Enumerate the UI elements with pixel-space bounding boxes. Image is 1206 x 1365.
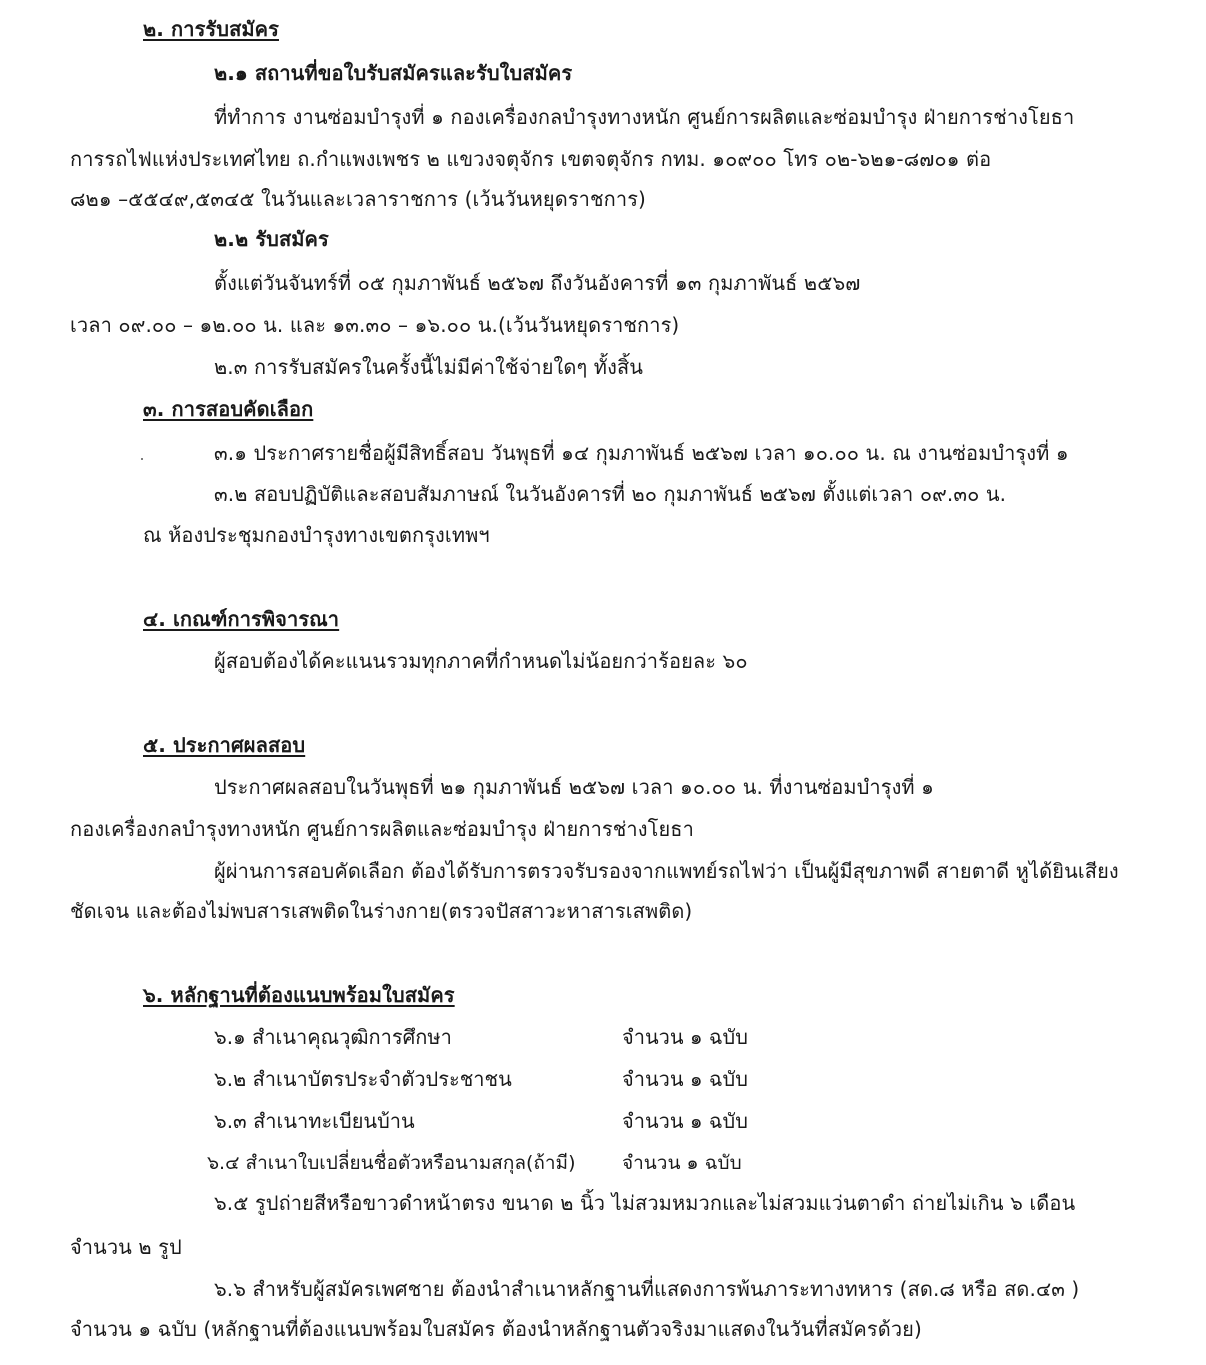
section-2-2-heading: ๒.๒ รับสมัคร [214, 227, 329, 251]
section-6-5-line-2: จำนวน ๒ รูป [70, 1235, 182, 1259]
section-2-3-line: ๒.๓ การรับสมัครในครั้งนี้ไม่มีค่าใช้จ่ายใดๆ ทั้งสิ้น [214, 355, 644, 379]
document-item-amount: จำนวน ๑ ฉบับ [622, 1109, 748, 1133]
section-3-heading: ๓. การสอบคัดเลือก [143, 397, 314, 421]
section-2-1-line-3: ๘๒๑ –๕๕๔๙,๕๓๔๕ ในวันและเวลาราชการ (เว้นวันหยุดราชการ) [70, 187, 646, 211]
section-5-line-3: ผู้ผ่านการสอบคัดเลือก ต้องได้รับการตรวจรับรองจากแพทย์รถไฟว่า เป็นผู้มีสุขภาพดี สายตาดี หูได้ยินเสียง [214, 859, 1119, 883]
section-6-heading: ๖. หลักฐานที่ต้องแนบพร้อมใบสมัคร [143, 983, 455, 1007]
document-item-label: ๖.๓ สำเนาทะเบียนบ้าน [214, 1109, 415, 1133]
section-2-2-line-1: ตั้งแต่วันจันทร์ที่ ๐๕ กุมภาพันธ์ ๒๕๖๗ ถึงวันอังคารที่ ๑๓ กุมภาพันธ์ ๒๕๖๗ [214, 271, 861, 295]
section-2-1-line-2: การรถไฟแห่งประเทศไทย ถ.กำแพงเพชร ๒ แขวงจตุจักร เขตจตุจักร กทม. ๑๐๙๐๐ โทร ๐๒-๖๒๑-๘๗๐๑ ต่อ [70, 147, 992, 171]
section-6-5-line-1: ๖.๕ รูปถ่ายสีหรือขาวดำหน้าตรง ขนาด ๒ นิ้ว ไม่สวมหมวกและไม่สวมแว่นตาดำ ถ่ายไม่เกิน ๖ เดือน [214, 1191, 1076, 1215]
section-2-1-heading: ๒.๑ สถานที่ขอใบรับสมัครและรับใบสมัคร [214, 61, 573, 85]
section-2-2-line-2: เวลา ๐๙.๐๐ – ๑๒.๐๐ น. และ ๑๓.๓๐ – ๑๖.๐๐ น.(เว้นวันหยุดราชการ) [70, 313, 680, 337]
section-2-heading: ๒. การรับสมัคร [143, 17, 279, 41]
document-item-amount: จำนวน ๑ ฉบับ [622, 1152, 742, 1174]
section-2-1-line-1: ที่ทำการ งานซ่อมบำรุงที่ ๑ กองเครื่องกลบำรุงทางหนัก ศูนย์การผลิตและซ่อมบำรุง ฝ่ายการช่างโยธา [214, 105, 1075, 129]
section-6-6-line-1: ๖.๖ สำหรับผู้สมัครเพศชาย ต้องนำสำเนาหลักฐานที่แสดงการพ้นภาระทางทหาร (สด.๘ หรือ สด.๔๓ ) [214, 1277, 1080, 1301]
document-item-amount: จำนวน ๑ ฉบับ [622, 1067, 748, 1091]
section-3-2-line-2: ณ ห้องประชุมกองบำรุงทางเขตกรุงเทพฯ [143, 523, 490, 547]
section-3-1-line: ๓.๑ ประกาศรายชื่อผู้มีสิทธิ์สอบ วันพุธที่ ๑๔ กุมภาพันธ์ ๒๕๖๗ เวลา ๑๐.๐๐ น. ณ งานซ่อมบำรุงที่ ๑ [214, 441, 1069, 465]
document-item-label: ๖.๑ สำเนาคุณวุฒิการศึกษา [214, 1025, 452, 1049]
document-item-amount: จำนวน ๑ ฉบับ [622, 1025, 748, 1049]
document-item-label: ๖.๒ สำเนาบัตรประจำตัวประชาชน [214, 1067, 512, 1091]
section-6-6-line-2: จำนวน ๑ ฉบับ (หลักฐานที่ต้องแนบพร้อมใบสมัคร ต้องนำหลักฐานตัวจริงมาแสดงในวันที่สมัครด้วย) [70, 1317, 922, 1341]
scan-speck [141, 458, 143, 460]
section-3-2-line-1: ๓.๒ สอบปฏิบัติและสอบสัมภาษณ์ ในวันอังคารที่ ๒๐ กุมภาพันธ์ ๒๕๖๗ ตั้งแต่เวลา ๐๙.๓๐ น. [214, 482, 1007, 506]
section-4-heading: ๔. เกณฑ์การพิจารณา [143, 607, 340, 631]
section-5-line-2: กองเครื่องกลบำรุงทางหนัก ศูนย์การผลิตและซ่อมบำรุง ฝ่ายการช่างโยธา [70, 817, 694, 841]
section-4-line-1: ผู้สอบต้องได้คะแนนรวมทุกภาคที่กำหนดไม่น้อยกว่าร้อยละ ๖๐ [214, 649, 748, 673]
section-5-heading: ๕. ประกาศผลสอบ [143, 733, 306, 757]
section-5-line-1: ประกาศผลสอบในวันพุธที่ ๒๑ กุมภาพันธ์ ๒๕๖๗ เวลา ๑๐.๐๐ น. ที่งานซ่อมบำรุงที่ ๑ [214, 775, 934, 799]
section-5-line-4: ชัดเจน และต้องไม่พบสารเสพติดในร่างกาย(ตรวจปัสสาวะหาสารเสพติด) [70, 899, 693, 923]
document-item-label: ๖.๔ สำเนาใบเปลี่ยนชื่อตัวหรือนามสกุล(ถ้ามี) [207, 1152, 576, 1174]
